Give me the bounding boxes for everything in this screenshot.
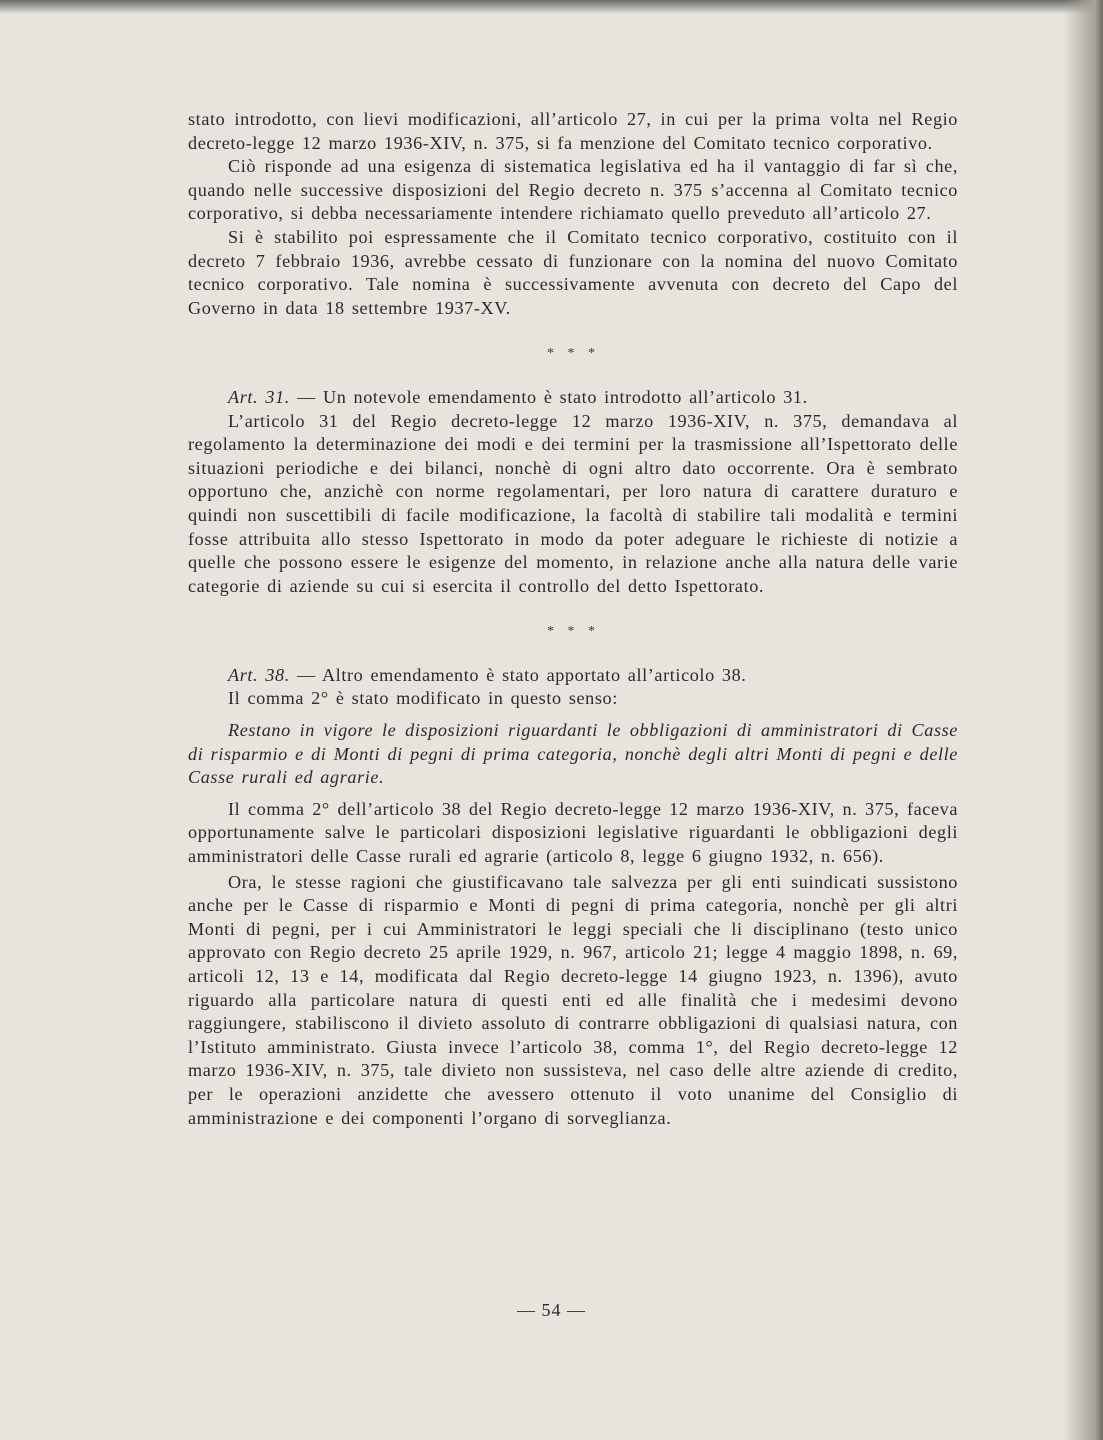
article-38-label: Art. 38. xyxy=(228,664,290,685)
article-31-intro: — Un notevole emendamento è stato introdotto all’articolo 31. xyxy=(289,386,808,407)
paragraph-4: L’articolo 31 del Regio decreto-legge 12 marzo 1936-XIV, n. 375, demandava al regolamento la determinazione dei modi e dei termini per la trasmissione all’Ispettorato delle situazioni periodiche e dei bilanci, nonchè di ogni altro dato occorrente. Ora è sembrato opportuno che, anzichè con norme regolamentari, per loro natura di carattere duraturo e quindi non suscettibili di facile modificazione, la facoltà di stabilire tali modalità e termini fosse attribuita allo stesso Ispettorato in modo da poter adeguare le richieste di notizie a quelle che possono essere le esigenze del momento, in relazione anche alla natura delle varie categorie di aziende su cui si esercita il controllo del detto Ispettorato. xyxy=(188,410,958,596)
paragraph-7: Ora, le stesse ragioni che giustificavano tale salvezza per gli enti suindicati sussistono anche per le Casse di risparmio e Monti di pegni di prima categoria, nonchè per gli altri Monti di pegni, per i cui Amministratori le leggi speciali che li disciplinano (testo unico approvato con Regio decreto 25 aprile 1929, n. 967, articolo 21; legge 4 maggio 1898, n. 69, articoli 12, 13 e 14, modificata dal Regio decreto-legge 14 giugno 1923, n. 1396), avuto riguardo alla particolare natura di questi enti ed alle finalità che i medesimi devono raggiungere, stabiliscono il divieto assoluto di contrarre obbligazioni di qualsiasi natura, con l’Istituto amministrato. Giusta invece l’articolo 38, comma 1°, del Regio decreto-legge 12 marzo 1936-XIV, n. 375, tale divieto non sussisteva, nel caso delle altre aziende di credito, per le operazioni anzidette che avessero ottenuto il voto unanime del Consiglio di amministrazione e dei componenti l’organo di sorveglianza. xyxy=(188,871,958,1128)
paragraph-3: Si è stabilito poi espressamente che il Comitato tecnico corporativo, costituito con il decreto 7 febbraio 1936, avrebbe cessato di funzionare con la nomina del nuovo Comitato tecnico corporativo. Tale nomina è successivamente avvenuta con decreto del Capo del Governo in data 18 settembre 1937-XV. xyxy=(188,226,958,318)
paragraph-2: Ciò risponde ad una esigenza di sistematica legislativa ed ha il vantaggio di far sì che, quando nelle successive disposizioni del Regio decreto n. 375 s’accenna al Comitato tecnico corporativo, si debba necessariamente intendere richiamato quello preveduto all’articolo 27. xyxy=(188,156,958,224)
paragraph-6: Il comma 2° dell’articolo 38 del Regio decreto-legge 12 marzo 1936-XIV, n. 375, faceva opportunamente salve le particolari disposizioni legislative riguardanti le obbligazioni degli amministratori delle Casse rurali ed agrarie (articolo 8, legge 6 giugno 1932, n. 656). xyxy=(188,798,958,867)
scan-top-shadow xyxy=(0,0,1103,14)
paragraph-1: stato introdotto, con lievi modificazioni, all’articolo 27, in cui per la prima volta nel Regio decreto-legge 12 marzo 1936-XIV, n. 375, si fa menzione del Comitato tecnico corporativo. xyxy=(188,109,958,153)
paragraph-5: Il comma 2° è stato modificato in questo senso: xyxy=(228,688,618,709)
article-31-label: Art. 31. xyxy=(228,386,290,407)
page-number: — 54 — xyxy=(517,1300,586,1320)
section-separator: * * * xyxy=(547,346,599,362)
scan-right-edge xyxy=(1063,0,1103,1440)
section-separator: * * * xyxy=(547,624,599,640)
article-31-heading xyxy=(188,386,958,410)
quoted-amendment: Restano in vigore le disposizioni riguardanti le obbligazioni di amministratori di Casse di risparmio e di Monti di pegni di prima categoria, nonchè degli altri Monti di pegni e delle Casse rurali ed agrarie. xyxy=(188,720,958,788)
document-body xyxy=(188,108,958,1130)
article-38-heading xyxy=(188,664,958,688)
article-38-intro: — Altro emendamento è stato apportato all’articolo 38. xyxy=(289,664,747,685)
